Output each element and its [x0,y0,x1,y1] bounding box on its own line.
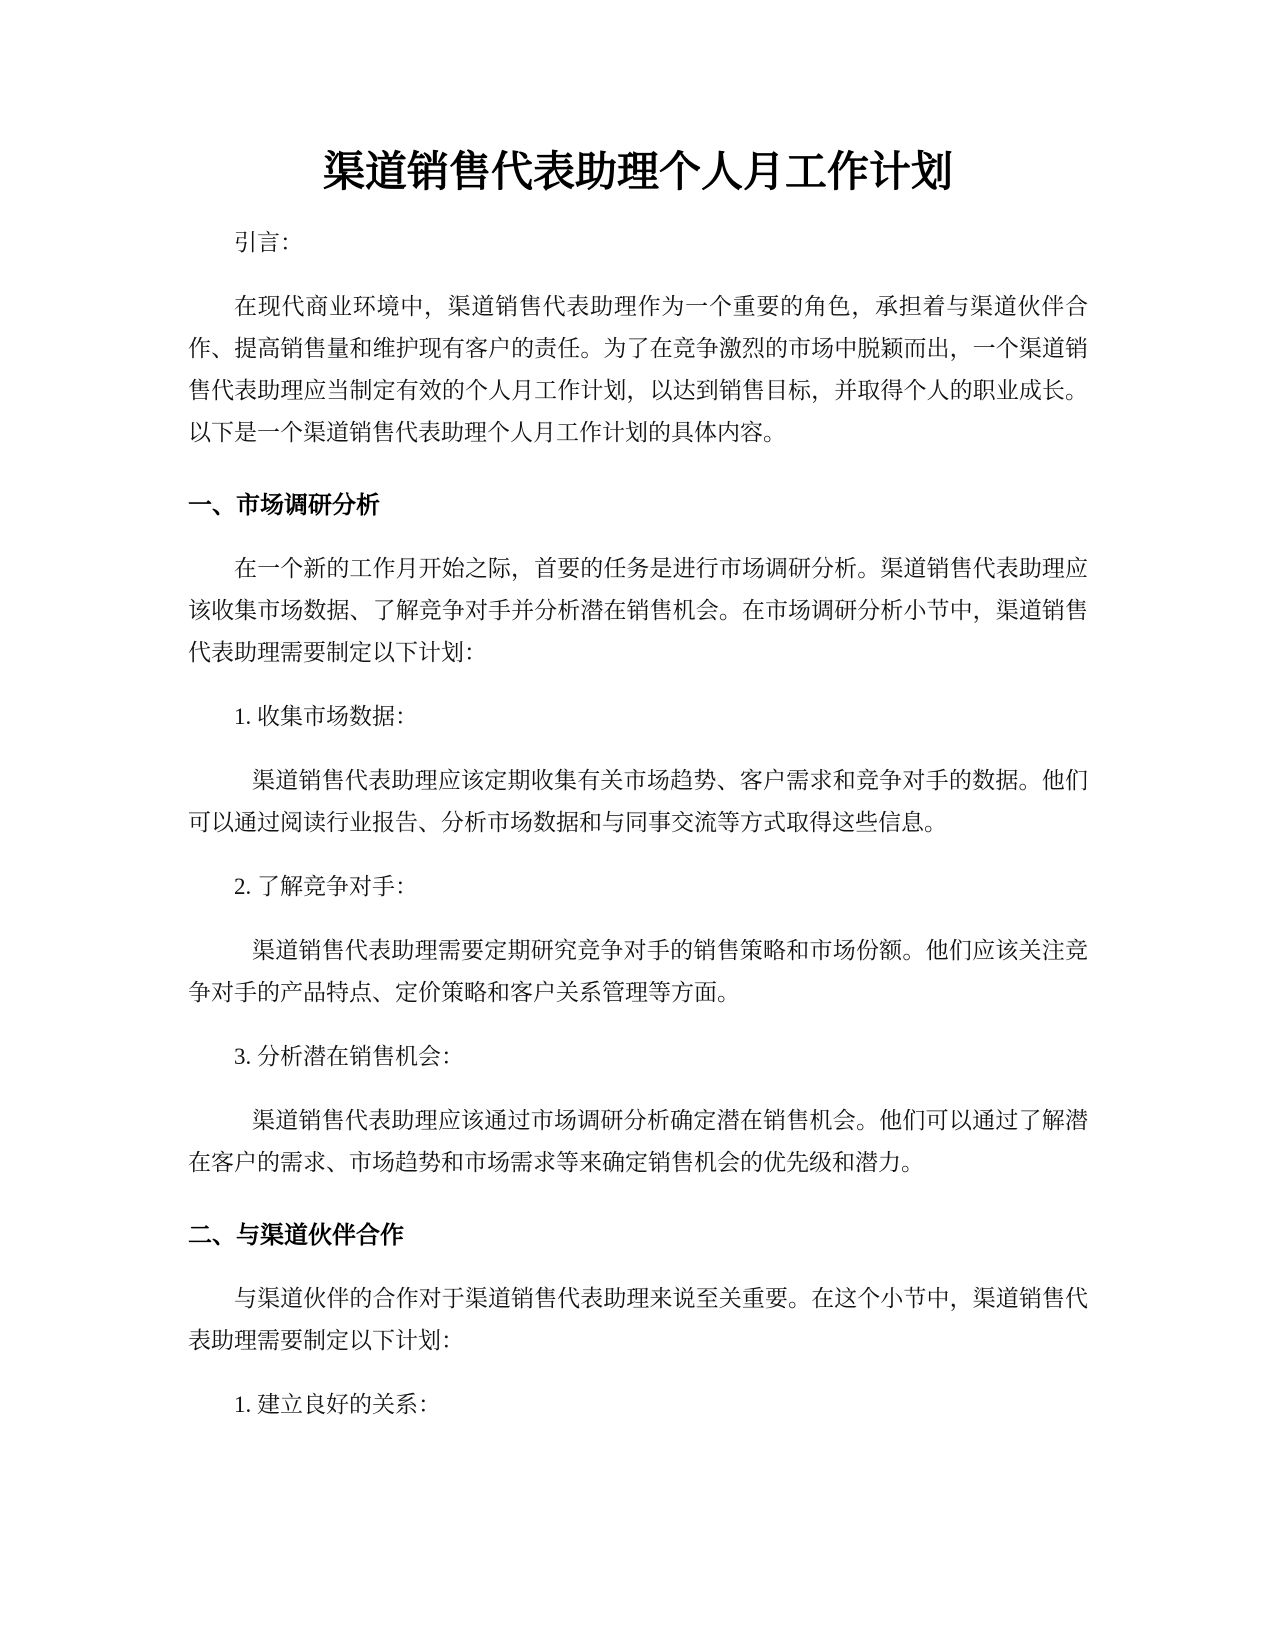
section-heading-market-research: 一、市场调研分析 [188,491,380,519]
item-title-collect-market-data: 1. 收集市场数据： [234,704,418,729]
item-title-understand-competitors: 2. 了解竞争对手： [234,874,418,899]
item-body-collect-market-data: 渠道销售代表助理应该定期收集有关市场趋势、客户需求和竞争对手的数据。他们可以通过阅读行业报告、分析市场数据和与同事交流等方式取得这些信息。 [188,768,1088,835]
intro-label: 引言： [234,230,303,255]
item-title-analyze-opportunities: 3. 分析潜在销售机会： [234,1044,464,1069]
intro-paragraph: 在现代商业环境中，渠道销售代表助理作为一个重要的角色，承担着与渠道伙伴合作、提高销售量和维护现有客户的责任。为了在竞争激烈的市场中脱颖而出，一个渠道销售代表助理应当制定有效的个人月工作计划，以达到销售目标，并取得个人的职业成长。以下是一个渠道销售代表助理个人月工作计划的具体内容。 [188,294,1088,445]
item-body-understand-competitors: 渠道销售代表助理需要定期研究竞争对手的销售策略和市场份额。他们应该关注竞争对手的产品特点、定价策略和客户关系管理等方面。 [188,938,1088,1005]
document-body [188,140,1088,1448]
section-intro-market-research: 在一个新的工作月开始之际，首要的任务是进行市场调研分析。渠道销售代表助理应该收集市场数据、了解竞争对手并分析潜在销售机会。在市场调研分析小节中，渠道销售代表助理需要制定以下计划： [188,556,1088,665]
section-intro-channel-partners: 与渠道伙伴的合作对于渠道销售代表助理来说至关重要。在这个小节中，渠道销售代表助理需要制定以下计划： [188,1286,1088,1353]
item-body-analyze-opportunities: 渠道销售代表助理应该通过市场调研分析确定潜在销售机会。他们可以通过了解潜在客户的需求、市场趋势和市场需求等来确定销售机会的优先级和潜力。 [188,1108,1088,1175]
document-title: 渠道销售代表助理个人月工作计划 [322,147,953,196]
item-title-build-relationships: 1. 建立良好的关系： [234,1392,441,1417]
section-heading-channel-partners: 二、与渠道伙伴合作 [188,1221,404,1249]
